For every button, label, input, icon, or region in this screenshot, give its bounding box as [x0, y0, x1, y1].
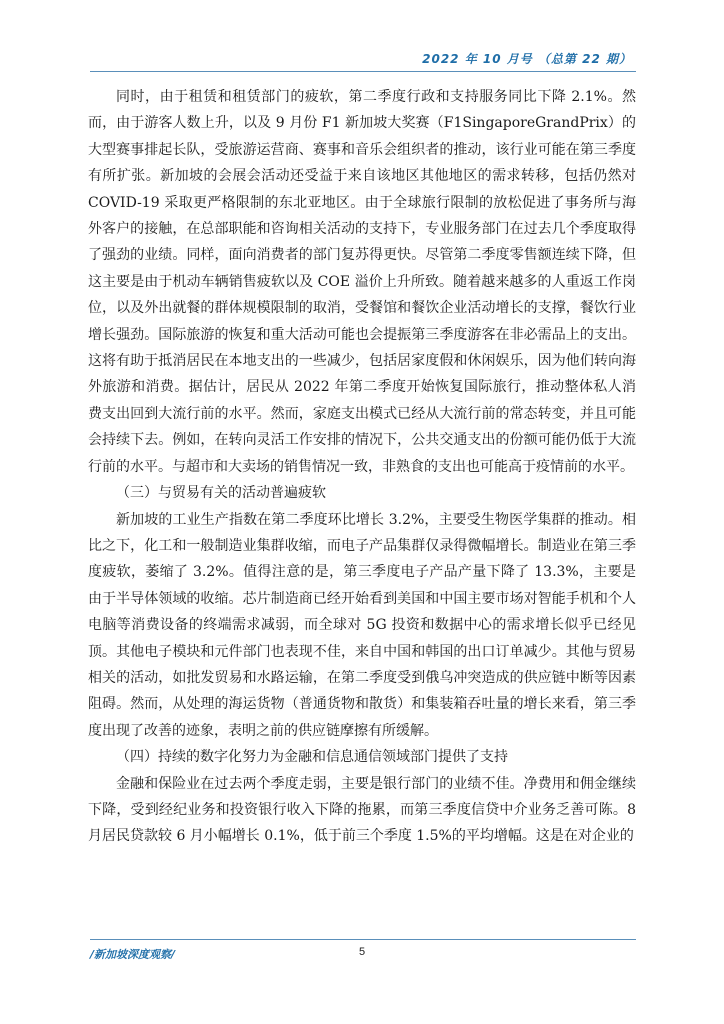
- footer-divider: [90, 939, 636, 940]
- header-divider: [90, 71, 636, 72]
- page-number: 5: [358, 946, 366, 958]
- paragraph-finance: 金融和保险业在过去两个季度走弱，主要是银行部门的业绩不佳。净费用和佣金继续下降，受到经纪业务和投资银行收入下降的拖累，而第三季度信贷中介业务乏善可陈。8 月居民贷款较 6 月小幅增长 0.1%，低于前三个季度 1.5%的平均增幅。这是在对企业的: [88, 775, 636, 845]
- issue-header: 2022 年 10 月号 （总第 22 期）: [422, 52, 632, 66]
- document-body: [88, 84, 636, 850]
- paragraph-services: 同时，由于租赁和租赁部门的疲软，第二季度行政和支持服务同比下降 2.1%。然而，由于游客人数上升，以及 9 月份 F1 新加坡大奖赛（F1SingaporeGrandPrix）的大型赛事排起长队，受旅游运营商、赛事和音乐会组织者的推动，该行业可能在第三季度有所扩张。新加坡的会展会活动还受益于来自该地区其他地区的需求转移，包括仍然对 COVID-19 采取更严格限制的东北亚地区。由于全球旅行限制的放松促进了事务所与海外客户的接触，在总部职能和咨询相关活动的支持下，专业服务部门在过去几个季度取得了强劲的业绩。同样，面向消费者的部门复苏得更快。尽管第二季度零售额连续下降，但这主要是由于机动车辆销售疲软以及 COE 溢价上升所致。随着越来越多的人重返工作岗位，以及外出就餐的群体规模限制的取消，受餐馆和餐饮企业活动增长的支撑，餐饮行业增长强劲。国际旅游的恢复和重大活动可能也会提振第三季度游客在非必需品上的支出。这将有助于抵消居民在本地支出的一些减少，包括居家度假和休闲娱乐，因为他们转向海外旅游和消费。据估计，居民从 2022 年第二季度开始恢复国际旅行，推动整体私人消费支出回到大流行前的水平。然而，家庭支出模式已经从大流行前的常态转变，并且可能会持续下去。例如，在转向灵活工作安排的情况下，公共交通支出的份额可能仍低于大流行前的水平。与超市和大卖场的销售情况一致，非熟食的支出也可能高于疫情前的水平。: [88, 89, 636, 475]
- paragraph-manufacturing: 新加坡的工业生产指数在第二季度环比增长 3.2%，主要受生物医学集群的推动。相比之下，化工和一般制造业集群收缩，而电子产品集群仅录得微幅增长。制造业在第三季度疲软，萎缩了 3.2%。值得注意的是，第三季度电子产品产量下降了 13.3%，主要是由于半导体领域的收缩。芯片制造商已经开始看到美国和中国主要市场对智能手机和个人电脑等消费设备的终端需求减弱，而全球对 5G 投资和数据中心的需求增长似乎已经见顶。其他电子模块和元件部门也表现不佳，来自中国和韩国的出口订单减少。其他与贸易相关的活动，如批发贸易和水路运输，在第二季度受到俄乌冲突造成的供应链中断等因素阻碍。然而，从处理的海运货物（普通货物和散货）和集装箱吞吐量的增长来看，第三季度出现了改善的迹象，表明之前的供应链摩擦有所缓解。: [88, 511, 636, 739]
- section-heading-finance: （四）持续的数字化努力为金融和信息通信领域部门提供了支持: [116, 749, 508, 766]
- section-heading-trade: （三）与贸易有关的活动普遍疲软: [116, 485, 326, 502]
- publication-name: /新加坡深度观察/: [90, 948, 176, 961]
